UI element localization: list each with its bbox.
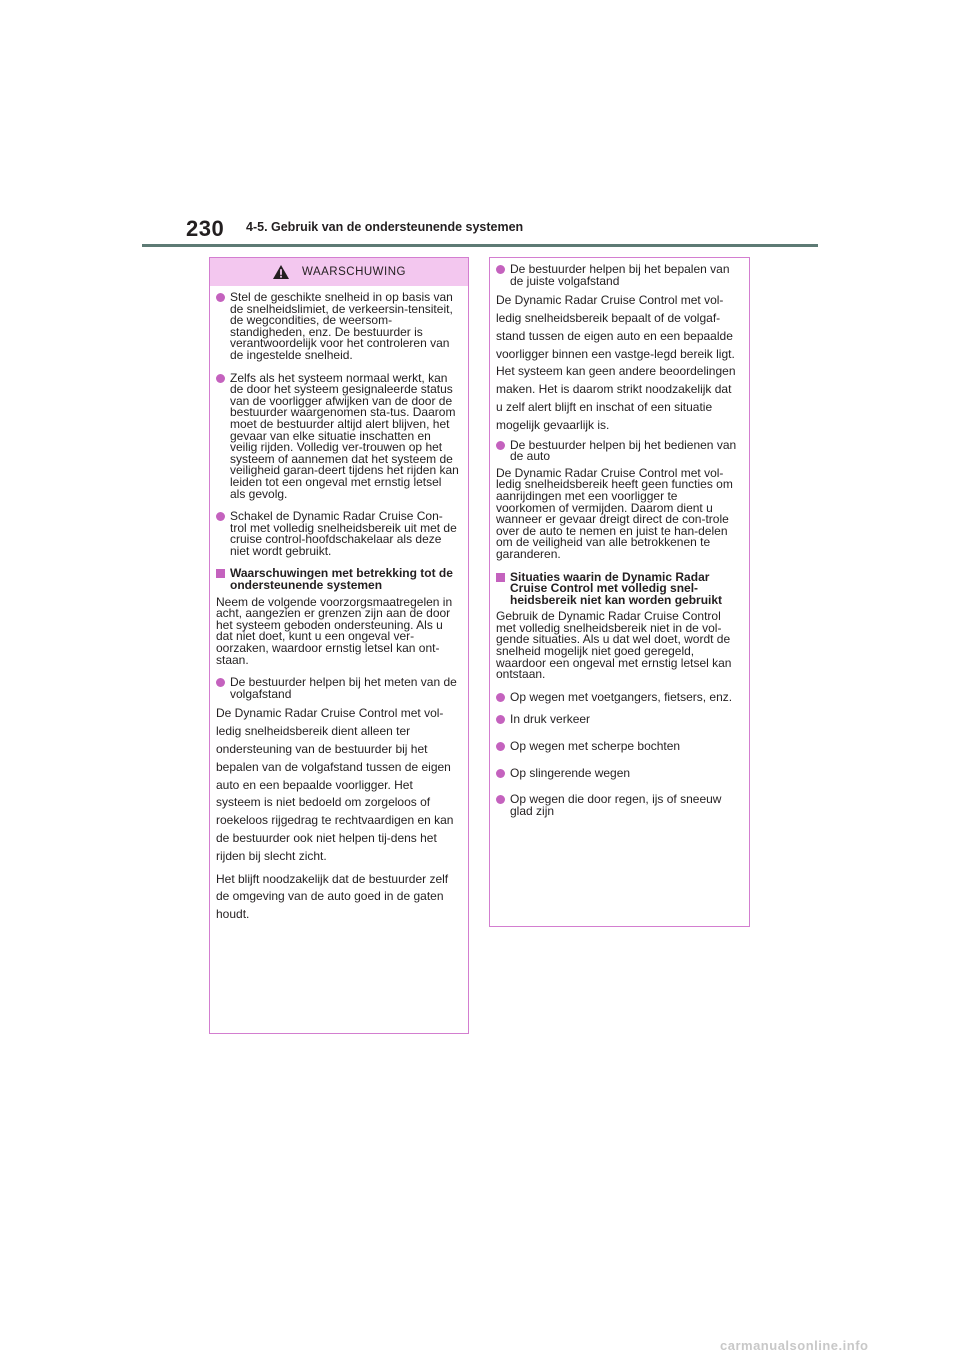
page-number: 230 [186,216,225,241]
situation-bullet [496,689,740,704]
bullet-dot-icon [496,742,505,751]
bullet-dot-icon [216,374,225,383]
situation-bullet [496,714,740,726]
heading-text: Waarschuwingen met betrekking tot de ondersteunende systemen [230,566,453,593]
warning-header [210,258,468,286]
warning-bullet [216,511,459,557]
bullet-dot-icon [216,678,225,687]
bullet-text: Schakel de Dynamic Radar Cruise Con-trol met volledig snelheidsbereik uit met de cruise control-hoofdschakelaar als deze niet wordt gebruikt. [230,509,457,558]
warning-title: WAARSCHUWING [302,266,406,278]
bullet-text: Op wegen die door regen, ijs of sneeuw glad zijn [510,792,722,818]
bullet-text: Stel de geschikte snelheid in op basis van de snelheidslimiet, de verkeersin-tensiteit, de wegcondities, de weersom-standigheden, enz. De bestuurder is verantwoordelijk voor het controleren van de ingestelde snelheid. [230,290,453,362]
warning-box-continued [489,257,750,927]
bullet-dot-icon [496,441,505,450]
intro-paragraph: Neem de volgende voorzorgsmaatregelen in acht, aangezien er grenzen zijn aan de door het systeem geboden ondersteuning. Als u dat niet doet, kunt u een ongeval ver-oorzaken, waardoor ernstig letsel kan ont-staan. [216,594,453,667]
bullet-dot-icon [496,795,505,804]
bullet-text: Op wegen met scherpe bochten [510,739,681,754]
bullet-dot-icon [496,769,505,778]
bullet-text: De bestuurder helpen bij het bepalen van de juiste volgafstand [510,262,730,288]
bullet-dot-icon [496,265,505,274]
warning-bullet [496,437,740,464]
bullet-text: Op wegen met voetgangers, fietsers, enz. [510,689,733,704]
body-paragraph: De Dynamic Radar Cruise Control met vol-ledig snelheidsbereik dient alleen ter ondersteuning van de bestuurder bij het bepalen van de volgafstand tussen de eigen auto en een bepaalde voorligger. Het systeem is niet bedoeld om zorgeloos of roekeloos rijgedrag te rechtvaardigen en kan de bestuurder ook niet helpen tij-dens het rijden bij slecht zicht. [216,706,454,863]
warning-box [209,257,469,1034]
subsection-heading [496,569,740,607]
warning-bullet [216,292,459,362]
square-bullet-icon [216,569,225,578]
bullet-text: Zelfs als het systeem normaal werkt, kan de door het systeem gesignaleerde status van de voorligger afwijken van de door de bestuurder waargenomen sta-tus. Daarom moet de bestuurder altijd alert blijven, het gevaar van elke situatie inschatten en veilig rijden. Volledig ver-trouwen op het systeem of aannemen dat het systeem de veiligheid garan-deert tijdens het rijden kan leiden tot een ongeval met ernstig letsel als gevolg. [230,370,459,501]
situation-bullet [496,765,740,780]
watermark: carmanualsonline.info [720,1338,869,1353]
bullet-text: De bestuurder helpen bij het bedienen van de auto [510,437,737,464]
heading-text: Situaties waarin de Dynamic Radar Cruise Control met volledig snel-heidsbereik niet kan worden gebruikt [510,569,723,607]
body-paragraph: De Dynamic Radar Cruise Control met vol-ledig snelheidsbereik bepaalt of de volgaf-stand tussen de eigen auto en een bepaalde voorligger binnen een vastge-legd bereik ligt. Het systeem kan geen andere beoordelingen maken. Het is daarom strikt noodzakelijk dat u zelf alert blijft en inschat of een situatie mogelijk gevaarlijk is. [496,293,736,432]
situation-bullet [496,741,740,753]
body-paragraph: De Dynamic Radar Cruise Control met vol-ledig snelheidsbereik heeft geen functies om aanrijdingen met een voorligger te voorkomen of vermijden. Daarom dient u wanneer er gevaar dreigt direct de con-trole over de auto te nemen en juist te han-delen om de veiligheid van alle betrokkenen te garanderen. [496,465,733,561]
bullet-text: Op slingerende wegen [510,765,631,780]
bullet-dot-icon [496,715,505,724]
warning-triangle-icon [272,264,290,280]
bullet-dot-icon [496,693,505,702]
bullet-text: In druk verkeer [510,712,591,727]
bullet-dot-icon [216,512,225,521]
situation-bullet [496,794,740,817]
square-bullet-icon [496,573,505,582]
body-paragraph: Het blijft noodzakelijk dat de bestuurder zelf de omgeving van de auto goed in de gaten houdt. [216,871,449,922]
warning-bullet [216,677,459,700]
header-divider [142,244,818,247]
subsection-heading [216,568,459,591]
body-paragraph: Gebruik de Dynamic Radar Cruise Control met volledig snelheidsbereik niet in de vol-gende situaties. Als u dat wel doet, wordt de snelheid mogelijk niet goed geregeld, waardoor een ongeval met ernstig letsel kan ontstaan. [496,609,732,682]
warning-bullet [216,370,459,501]
bullet-text: De bestuurder helpen bij het meten van de volgafstand [230,675,457,701]
warning-bullet [496,264,740,287]
section-title: 4-5. Gebruik van de ondersteunende systemen [246,220,524,234]
bullet-dot-icon [216,293,225,302]
